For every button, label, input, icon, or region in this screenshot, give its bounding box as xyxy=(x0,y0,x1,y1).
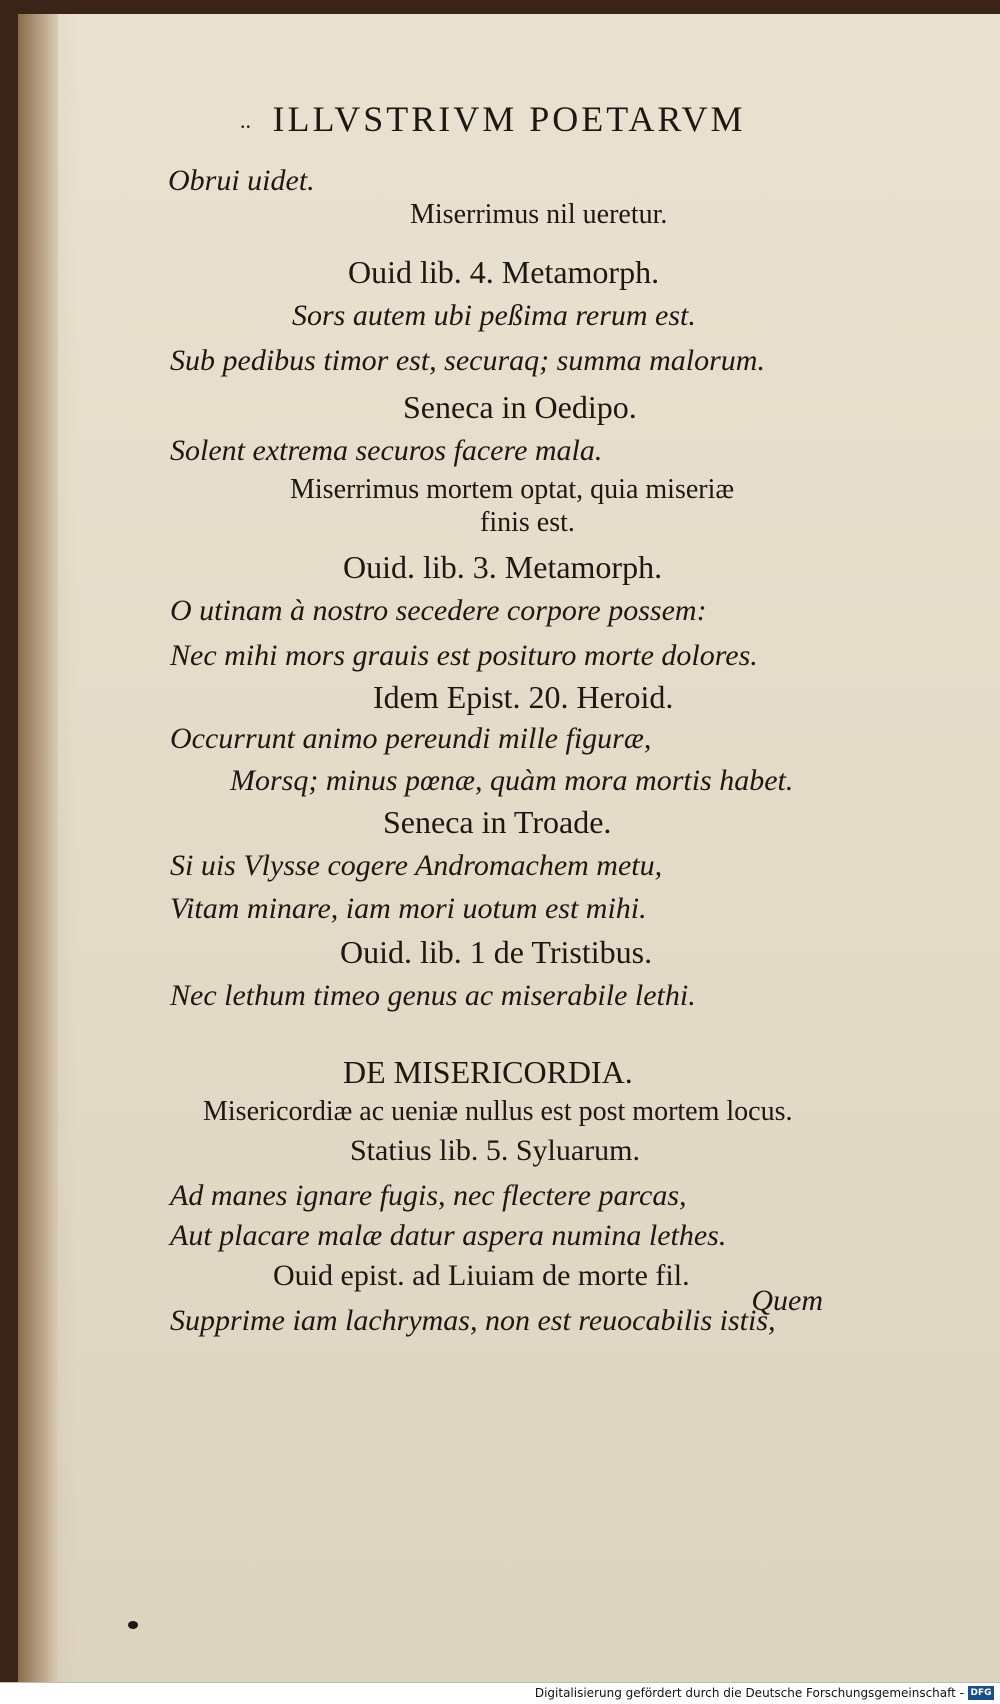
text-line: Ouid epist. ad Liuiam de morte fil. xyxy=(273,1259,690,1292)
running-header xyxy=(18,98,1000,140)
text-line: Seneca in Troade. xyxy=(383,804,612,840)
catchword: Quem xyxy=(751,1284,823,1317)
text-line: Obrui uidet. xyxy=(168,164,315,197)
text-line: Miserrimus mortem optat, quia miseriæ xyxy=(290,474,735,505)
text-line: Ouid. lib. 1 de Tristibus. xyxy=(340,934,653,970)
text-line: Ouid. lib. 3. Metamorph. xyxy=(343,549,663,585)
text-line: Vitam minare, iam mori uotum est mihi. xyxy=(170,892,647,925)
book-page xyxy=(18,14,1000,1682)
text-line: Seneca in Oedipo. xyxy=(403,389,637,425)
text-line: Occurrunt animo pereundi mille figuræ, xyxy=(170,722,652,755)
text-line: Statius lib. 5. Syluarum. xyxy=(350,1134,641,1167)
text-line: Sors autem ubi peßima rerum est. xyxy=(292,299,696,332)
text-line: Misericordiæ ac ueniæ nullus est post mortem locus. xyxy=(203,1096,793,1127)
digitization-footer xyxy=(0,1682,1000,1704)
text-line: Idem Epist. 20. Heroid. xyxy=(373,679,674,715)
text-line: Morsq; minus pœnæ, quàm mora mortis habet. xyxy=(230,764,794,797)
text-line: DE MISERICORDIA. xyxy=(343,1054,633,1090)
header-dots: .. xyxy=(240,108,251,133)
text-line: Miserrimus nil ueretur. xyxy=(410,199,668,230)
footer-credit: Digitalisierung gefördert durch die Deutsche Forschungsgemeinschaft - xyxy=(534,1686,964,1700)
text-line: Aut placare malæ datur aspera numina lethes. xyxy=(170,1219,727,1252)
text-line: Sub pedibus timor est, securaq; summa malorum. xyxy=(170,344,765,377)
text-line: Nec mihi mors grauis est posituro morte dolores. xyxy=(170,639,758,672)
text-line: finis est. xyxy=(480,507,575,538)
text-line: Ouid lib. 4. Metamorph. xyxy=(348,254,660,290)
ink-speck xyxy=(128,1621,138,1629)
header-title: ILLVSTRIVM POETARVM xyxy=(272,99,746,139)
text-line: Solent extrema securos facere mala. xyxy=(170,434,603,467)
text-line: Supprime iam lachrymas, non est reuocabilis istis, xyxy=(170,1304,776,1337)
dfg-logo-icon: DFG xyxy=(968,1686,994,1700)
page-gutter-shadow xyxy=(18,14,58,1682)
text-line: Nec lethum timeo genus ac miserabile lethi. xyxy=(170,979,696,1012)
text-line: O utinam à nostro secedere corpore possem: xyxy=(170,594,707,627)
text-line: Si uis Vlysse cogere Andromachem metu, xyxy=(170,849,663,882)
text-line: Ad manes ignare fugis, nec flectere parcas, xyxy=(170,1179,687,1212)
